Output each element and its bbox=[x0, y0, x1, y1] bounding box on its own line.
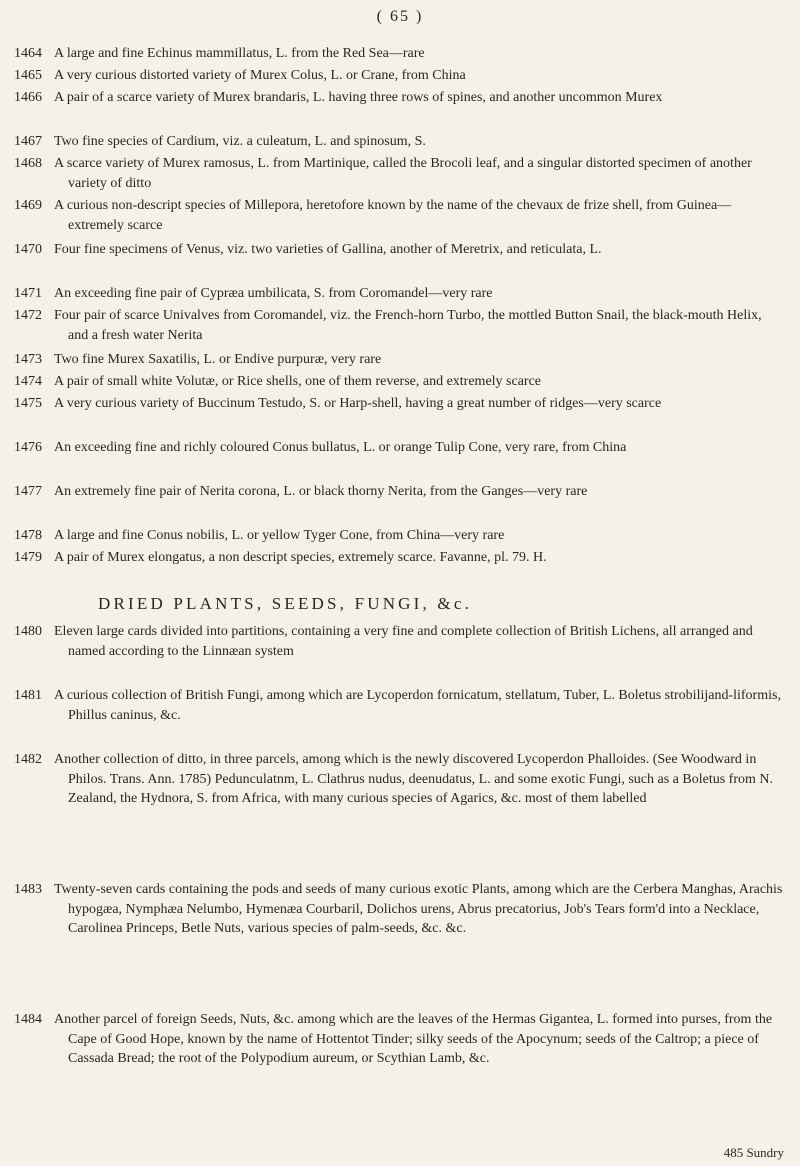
lot-entry bbox=[14, 44, 784, 64]
lot-number: 1469 bbox=[14, 198, 42, 213]
lot-entry bbox=[14, 88, 784, 108]
lot-description: A pair of a scarce variety of Murex brandaris, L. having three rows of spines, and another uncommon Murex bbox=[54, 90, 663, 105]
lot-description: A large and fine Conus nobilis, L. or yellow Tyger Cone, from China—very rare bbox=[54, 528, 505, 543]
page-number: ( 65 ) bbox=[376, 8, 424, 25]
lot-description: An extremely fine pair of Nerita corona, L. or black thorny Nerita, from the Ganges—very rare bbox=[54, 484, 588, 499]
lot-number: 1483 bbox=[14, 882, 42, 897]
lot-number: 1471 bbox=[14, 286, 42, 301]
lot-entry bbox=[14, 350, 784, 370]
lot-entry bbox=[14, 306, 784, 345]
lot-number: 1470 bbox=[14, 242, 42, 257]
lot-number: 1478 bbox=[14, 528, 42, 543]
lot-entry bbox=[14, 548, 784, 568]
catchword: 485 Sundry bbox=[723, 1145, 784, 1160]
lot-entry bbox=[14, 284, 784, 304]
lot-description: Another parcel of foreign Seeds, Nuts, &c. among which are the leaves of the Hermas Gigantea, L. formed into purses, from the Cape of Good Hope, known by the name of Hottentot Tinder; silky seeds of the Apocynum; seeds of the Caltrop; a piece of Cassada Bread; the root of the Polypodium aureum, or Scythian Lamb, &c. bbox=[54, 1012, 773, 1067]
lot-description: Four pair of scarce Univalves from Coromandel, viz. the French-horn Turbo, the mottled Button Snail, the black-mouth Helix, and a fresh water Nerita bbox=[54, 308, 762, 343]
lot-description: A curious non-descript species of Millepora, heretofore known by the name of the chevaux de frize shell, from Guinea—extremely scarce bbox=[54, 198, 732, 233]
lot-entry bbox=[14, 1010, 784, 1069]
lot-number: 1480 bbox=[14, 624, 42, 639]
lot-entry bbox=[14, 394, 784, 414]
lot-number: 1476 bbox=[14, 440, 42, 455]
lot-number: 1475 bbox=[14, 396, 42, 411]
lot-entry bbox=[14, 196, 784, 235]
lot-number: 1474 bbox=[14, 374, 42, 389]
lot-number: 1481 bbox=[14, 688, 42, 703]
lot-description: Twenty-seven cards containing the pods and seeds of many curious exotic Plants, among which are the Cerbera Manghas, Arachis hypogæa, Nymphæa Nelumbo, Hymenæa Courbaril, Dolichos urens, Abrus precatorius, Job's Tears form'd into a Necklace, Carolinea Princeps, Betle Nuts, various species of palm-seeds, &c. &c. bbox=[54, 882, 783, 937]
lot-description: A large and fine Echinus mammillatus, L. from the Red Sea—rare bbox=[54, 46, 425, 61]
lot-number: 1472 bbox=[14, 308, 42, 323]
lot-description: A very curious distorted variety of Murex Colus, L. or Crane, from China bbox=[54, 68, 466, 83]
lot-entry bbox=[14, 240, 784, 260]
lot-entry bbox=[14, 622, 784, 661]
lot-entry bbox=[14, 880, 784, 939]
lot-entry bbox=[14, 482, 784, 502]
lot-entry bbox=[14, 750, 784, 809]
lot-number: 1467 bbox=[14, 134, 42, 149]
section-heading: DRIED PLANTS, SEEDS, FUNGI, &c. bbox=[98, 594, 473, 613]
lot-entry bbox=[14, 66, 784, 86]
lot-number: 1477 bbox=[14, 484, 42, 499]
lot-number: 1473 bbox=[14, 352, 42, 367]
lot-description: Another collection of ditto, in three parcels, among which is the newly discovered Lycoperdon Phalloides. (See Woodward in Philos. Trans. Ann. 1785) Pedunculatnm, L. Clathrus nudus, deenudatus, L. and some exotic Fungi, such as a Boletus from N. Zealand, the Hydnora, S. from Africa, with many curious species of Agarics, &c. most of them labelled bbox=[54, 752, 774, 807]
lot-description: Four fine specimens of Venus, viz. two varieties of Gallina, another of Meretrix, and reticulata, L. bbox=[54, 242, 602, 257]
lot-description: A very curious variety of Buccinum Testudo, S. or Harp-shell, having a great number of ridges—very scarce bbox=[54, 396, 662, 411]
lot-entry bbox=[14, 526, 784, 546]
lot-entry bbox=[14, 438, 784, 458]
lot-entry bbox=[14, 132, 784, 152]
lot-number: 1479 bbox=[14, 550, 42, 565]
lot-number: 1465 bbox=[14, 68, 42, 83]
lot-description: Eleven large cards divided into partitions, containing a very fine and complete collection of British Lichens, all arranged and named according to the Linnæan system bbox=[54, 624, 753, 659]
lot-number: 1466 bbox=[14, 90, 42, 105]
lot-description: A pair of Murex elongatus, a non descript species, extremely scarce. Favanne, pl. 79. H. bbox=[54, 550, 547, 565]
lot-number: 1468 bbox=[14, 156, 42, 171]
lot-entry bbox=[14, 154, 784, 193]
lot-description: Two fine species of Cardium, viz. a culeatum, L. and spinosum, S. bbox=[54, 134, 426, 149]
lot-number: 1484 bbox=[14, 1012, 42, 1027]
lot-description: An exceeding fine and richly coloured Conus bullatus, L. or orange Tulip Cone, very rare, from China bbox=[54, 440, 627, 455]
lot-description: Two fine Murex Saxatilis, L. or Endive purpuræ, very rare bbox=[54, 352, 382, 367]
lot-description: A scarce variety of Murex ramosus, L. from Martinique, called the Brocoli leaf, and a singular distorted specimen of another variety of ditto bbox=[54, 156, 752, 191]
lot-description: A pair of small white Volutæ, or Rice shells, one of them reverse, and extremely scarce bbox=[54, 374, 542, 389]
lot-description: A curious collection of British Fungi, among which are Lycoperdon fornicatum, stellatum, Tuber, L. Boletus strobilijand-liformis, Phillus caninus, &c. bbox=[54, 688, 781, 723]
lot-number: 1464 bbox=[14, 46, 42, 61]
lot-entry bbox=[14, 372, 784, 392]
lot-description: An exceeding fine pair of Cypræa umbilicata, S. from Coromandel—very rare bbox=[54, 286, 493, 301]
lot-number: 1482 bbox=[14, 752, 42, 767]
lot-entry bbox=[14, 686, 784, 725]
